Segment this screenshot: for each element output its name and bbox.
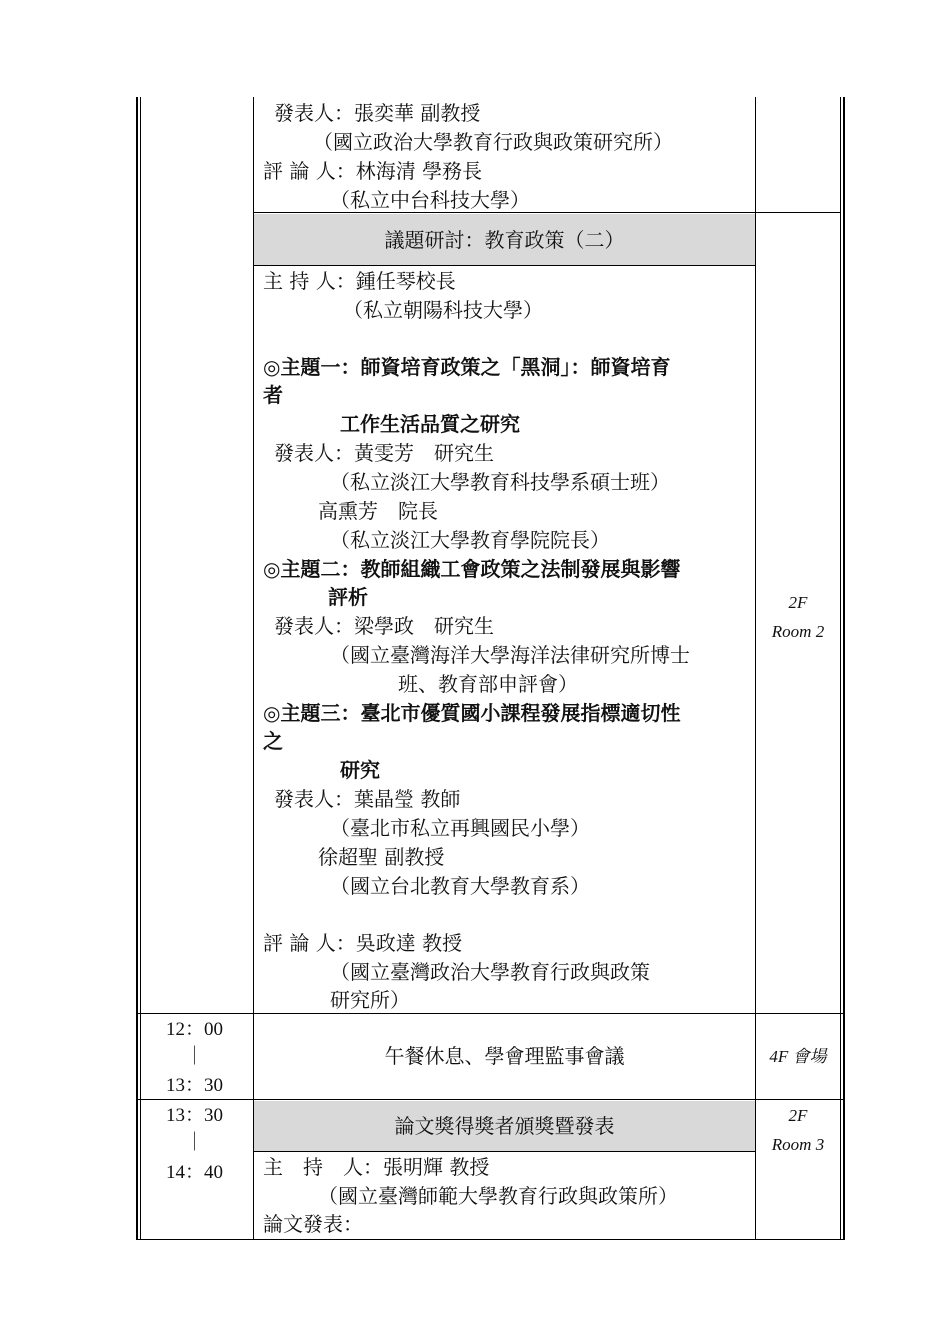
affiliation-line: （私立中台科技大學） <box>330 188 530 212</box>
time-start: 12：00 <box>165 1019 223 1040</box>
room-floor: 2F <box>788 1106 808 1125</box>
affiliation-line: （私立朝陽科技大學） <box>343 298 543 322</box>
session-title: 論文獎得獎者頒獎暨發表 <box>394 1114 615 1138</box>
time-end: 13：30 <box>165 1075 223 1096</box>
topic-title: ◎主題一：師資培育政策之「黑洞」：師資培育 <box>263 355 671 379</box>
topic-title: 者 <box>263 383 283 407</box>
affiliation-line: （臺北市私立再興國民小學） <box>330 816 590 840</box>
session-title: 議題研討：教育政策（二） <box>384 228 625 252</box>
papers-label: 論文發表： <box>263 1212 363 1236</box>
affiliation-line: （國立臺灣海洋大學海洋法律研究所博士 <box>330 643 690 667</box>
schedule-table <box>136 97 846 1240</box>
lunch-room: 4F 會場 <box>769 1047 827 1066</box>
topic-title: ◎主題二：教師組織工會政策之法制發展與影響 <box>263 557 681 581</box>
time-end: 14：40 <box>165 1162 223 1183</box>
row-border <box>253 1151 756 1152</box>
table-border-right-inner <box>840 97 841 1240</box>
topic-title: ◎主題三：臺北市優質國小課程發展指標適切性 <box>263 701 681 725</box>
column-divider-time <box>253 97 254 1240</box>
room-name: Room 2 <box>771 622 825 641</box>
affiliation-line: （私立淡江大學教育科技學系碩士班） <box>330 470 670 494</box>
affiliation-line: 班、教育部申評會） <box>398 672 578 696</box>
room-floor: 2F <box>788 593 808 612</box>
chair-line: 主 持 人：鍾任琴校長 <box>263 269 456 293</box>
topic-title: 評析 <box>328 585 368 609</box>
row-border <box>253 265 756 266</box>
presenter-line: 發表人：張奕華 副教授 <box>274 101 481 125</box>
affiliation-line: （國立台北教育大學教育系） <box>330 874 590 898</box>
time-separator: ｜ <box>184 1132 204 1153</box>
presenter-line: 發表人：黃雯芳 研究生 <box>274 441 494 465</box>
table-border-bottom <box>136 1239 845 1240</box>
row-border <box>253 212 841 213</box>
affiliation-line: （國立臺灣政治大學教育行政與政策 <box>330 960 650 984</box>
table-border-right-outer <box>843 97 845 1240</box>
presenter-line: 發表人：葉晶瑩 教師 <box>274 787 461 811</box>
time-start: 13：30 <box>165 1105 223 1126</box>
row-border <box>136 1013 845 1014</box>
room-name: Room 3 <box>771 1135 825 1154</box>
discussant-line: 評 論 人：吳政達 教授 <box>263 931 463 955</box>
lunch-title: 午餐休息、學會理監事會議 <box>384 1044 625 1068</box>
affiliation-line: 研究所） <box>330 988 410 1012</box>
chair-line: 主 持 人：張明輝 教授 <box>263 1155 490 1179</box>
presenter-line: 發表人：梁學政 研究生 <box>274 614 494 638</box>
discussant-line: 評 論 人：林海清 學務長 <box>263 159 483 183</box>
affiliation-line: （私立淡江大學教育學院院長） <box>330 528 610 552</box>
affiliation-line: （國立臺灣師範大學教育行政與政策所） <box>318 1184 678 1208</box>
affiliation-line: （國立政治大學教育行政與政策研究所） <box>313 130 673 154</box>
topic-title: 工作生活品質之研究 <box>340 412 520 436</box>
time-separator: ｜ <box>184 1046 204 1067</box>
presenter-line: 高熏芳 院長 <box>318 499 438 523</box>
topic-title: 之 <box>263 729 283 753</box>
presenter-line: 徐超聖 副教授 <box>318 845 445 869</box>
topic-title: 研究 <box>340 758 380 782</box>
